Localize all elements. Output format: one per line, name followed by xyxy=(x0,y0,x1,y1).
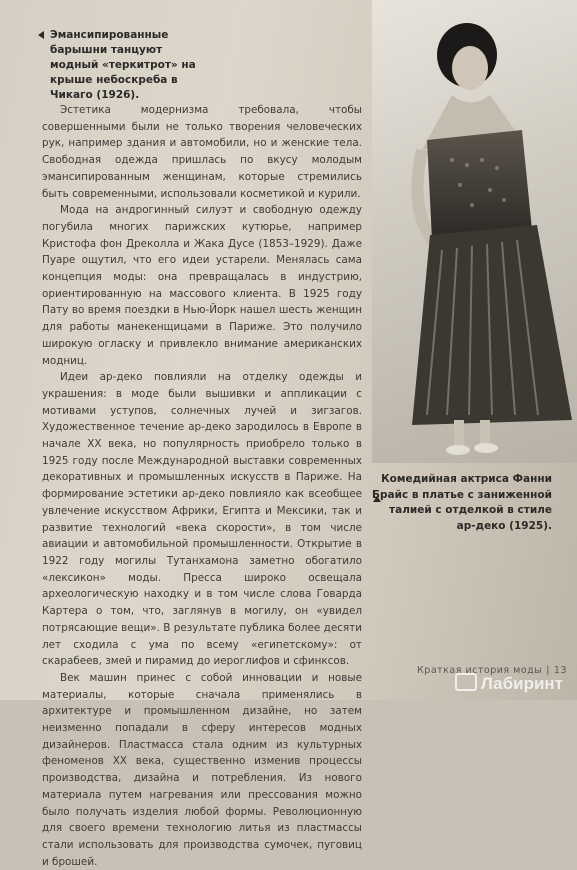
page-number: 13 xyxy=(553,665,567,676)
paragraph-2: Мода на андрогинный силуэт и свободную одежду погубила многих парижских кутюрье, например Кристофа фон Дреколла и Жака Дусе (1853–1929). Даже Пуаре ощутил, что его идеи устарели. Менялась сама концепция моды: она превращалась в индустрию, ориентированную на массового клиента. В 1925 году Пату во время поездки в Нью-Йорк нашел шесть женщин для работы манекенщицами в Париже. Это получило широкую огласку и привлекло внимание американских модниц. xyxy=(42,204,362,367)
paragraph-1: Эстетика модернизма требовала, чтобы совершенными были не только творения человеческих рук, например здания и автомобили, но и женские тела. Свободная одежда пришлась по вкусу молодым эмансипированным женщинам, которые стремились быть современными, использовали косметикой и курили. xyxy=(42,104,362,200)
top-caption-text: Эмансипированные барышни танцуют модный «теркитрот» на крыше небоскреба в Чикаго (1926). xyxy=(50,29,196,101)
paragraph-3: Идеи ар-деко повлияли на отделку одежды и украшения: в моде были вышивки и аппликации с мотивами уступов, солнечных лучей и зигзагов. Художественное течение ар-деко зародилось в Европе в начале XX века, но популярность приобрело только в 1925 году после Международной выставки современных декоративных и промышленных искусств в Париже. На формирование эстетики ар-деко повлияло как всеобщее увлечение искусством Африки, Египта и Мексики, так и развитие технологий «века скорости», в том числе авиации и автомобильной промышленности. Открытие в 1922 году могилы Тутанхамона заметно обогатило «лексикон» моды. Пресса широко освещала археологическую находку и в том числе слова Говарда Картера о том, что, заглянув в могилу, он «увидел потрясающие вещи». В результате публика более десяти лет сходила с ума по всему «египетскому»: от скарабеев, змей и пирамид до иероглифов и сфинксов. xyxy=(42,371,362,668)
watermark-text: Лабиринт xyxy=(480,674,563,693)
left-triangle-marker-icon xyxy=(38,31,44,39)
article-body xyxy=(42,102,362,870)
footer-separator: | xyxy=(546,665,550,676)
watermark xyxy=(455,673,563,694)
actress-photo xyxy=(372,0,577,463)
photo-caption: Комедийная актриса Фанни Брайс в платье с заниженной талией с отделкой в стиле ар-деко (1925). xyxy=(372,473,553,532)
book-icon xyxy=(455,673,477,691)
paragraph-4: Век машин принес с собой инновации и новые материалы, которые сначала применялись в архитектуре и промышленном дизайне, но затем неизменно попадали в сферу интересов модных дизайнеров. Пластмасса стала одним из культурных феноменов XX века, существенно изменив процессы производства, дизайна и потребления. Из нового материала путем нагревания или прессования можно было получать изделия любой формы. Революционную для своего времени технологию литья из пластмассы стали использовать для производства сумочек, пуговиц и брошей. xyxy=(42,671,362,868)
footer-section-title: Краткая история моды xyxy=(417,665,543,676)
actress-figure-illustration xyxy=(372,0,577,463)
